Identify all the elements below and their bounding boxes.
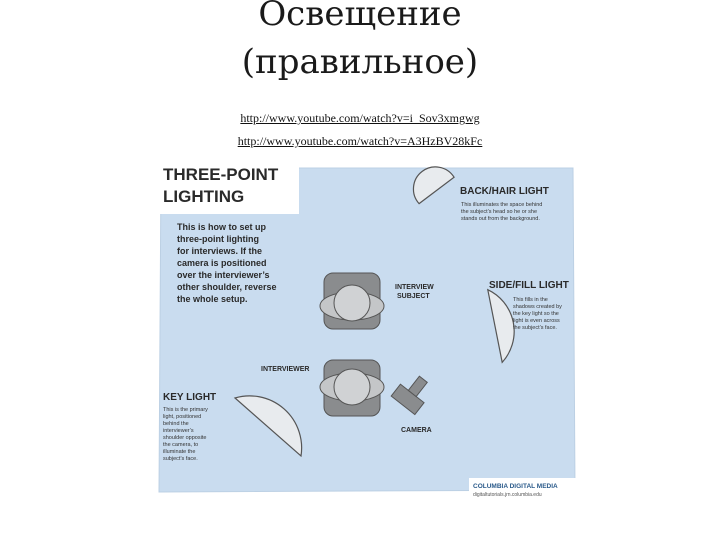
key-light-desc-line: behind the bbox=[163, 421, 189, 427]
key-light-desc-line: light, positioned bbox=[163, 414, 202, 420]
subject-head bbox=[334, 285, 370, 321]
subject-label: INTERVIEW bbox=[395, 284, 434, 291]
youtube-link-1[interactable]: http://www.youtube.com/watch?v=i_Sov3xmgwg bbox=[240, 111, 480, 125]
intro-line: three-point lighting bbox=[177, 234, 259, 244]
key-light-desc-line: shoulder opposite bbox=[163, 435, 207, 441]
back-light-desc-line: stands out from the background. bbox=[461, 216, 540, 222]
fill-light-desc-line: shadows created by bbox=[513, 304, 562, 310]
key-light-desc-line: interviewer’s bbox=[163, 428, 194, 434]
intro-line: the whole setup. bbox=[177, 294, 248, 304]
back-light-desc-line: the subject’s head so he or she bbox=[461, 209, 538, 215]
youtube-link-2[interactable]: http://www.youtube.com/watch?v=A3HzBV28kFc bbox=[237, 134, 483, 148]
back-light-desc-line: This illuminates the space behind bbox=[461, 202, 543, 208]
back-light-title: BACK/HAIR LIGHT bbox=[460, 186, 549, 197]
fill-light-desc-line: the key light so the bbox=[513, 311, 559, 317]
subject-label: SUBJECT bbox=[397, 293, 430, 300]
intro-line: over the interviewer’s bbox=[177, 270, 270, 280]
key-light-desc-line: subject’s face. bbox=[163, 456, 198, 462]
slide-title-line2: (правильное) bbox=[241, 42, 479, 82]
three-point-lighting-diagram bbox=[151, 160, 583, 500]
credit-url: digitaltutorials.jrn.columbia.edu bbox=[473, 492, 542, 498]
key-light-desc-line: illuminate the bbox=[163, 449, 196, 455]
key-light-title: KEY LIGHT bbox=[163, 392, 217, 403]
fill-light-desc-line: This fills in the bbox=[513, 297, 548, 303]
key-light-desc-line: This is the primary bbox=[163, 407, 208, 413]
heading-lighting: LIGHTING bbox=[163, 187, 245, 206]
intro-line: other shoulder, reverse bbox=[177, 282, 277, 292]
heading-three-point: THREE-POINT bbox=[163, 165, 279, 184]
intro-line: This is how to set up bbox=[177, 222, 267, 232]
slide-title-line1: Освещение bbox=[258, 0, 462, 34]
camera-label: CAMERA bbox=[401, 427, 432, 434]
credit-title: COLUMBIA DIGITAL MEDIA bbox=[473, 483, 558, 490]
fill-light-desc-line: light is even across bbox=[513, 318, 560, 324]
interviewer-label: INTERVIEWER bbox=[261, 366, 310, 373]
key-light-desc-line: the camera, to bbox=[163, 442, 199, 448]
interviewer-head bbox=[334, 369, 370, 405]
fill-light-desc-line: the subject’s face. bbox=[513, 325, 557, 331]
intro-line: for interviews. If the bbox=[177, 246, 263, 256]
fill-light-title: SIDE/FILL LIGHT bbox=[489, 280, 569, 291]
intro-line: camera is positioned bbox=[177, 258, 267, 268]
